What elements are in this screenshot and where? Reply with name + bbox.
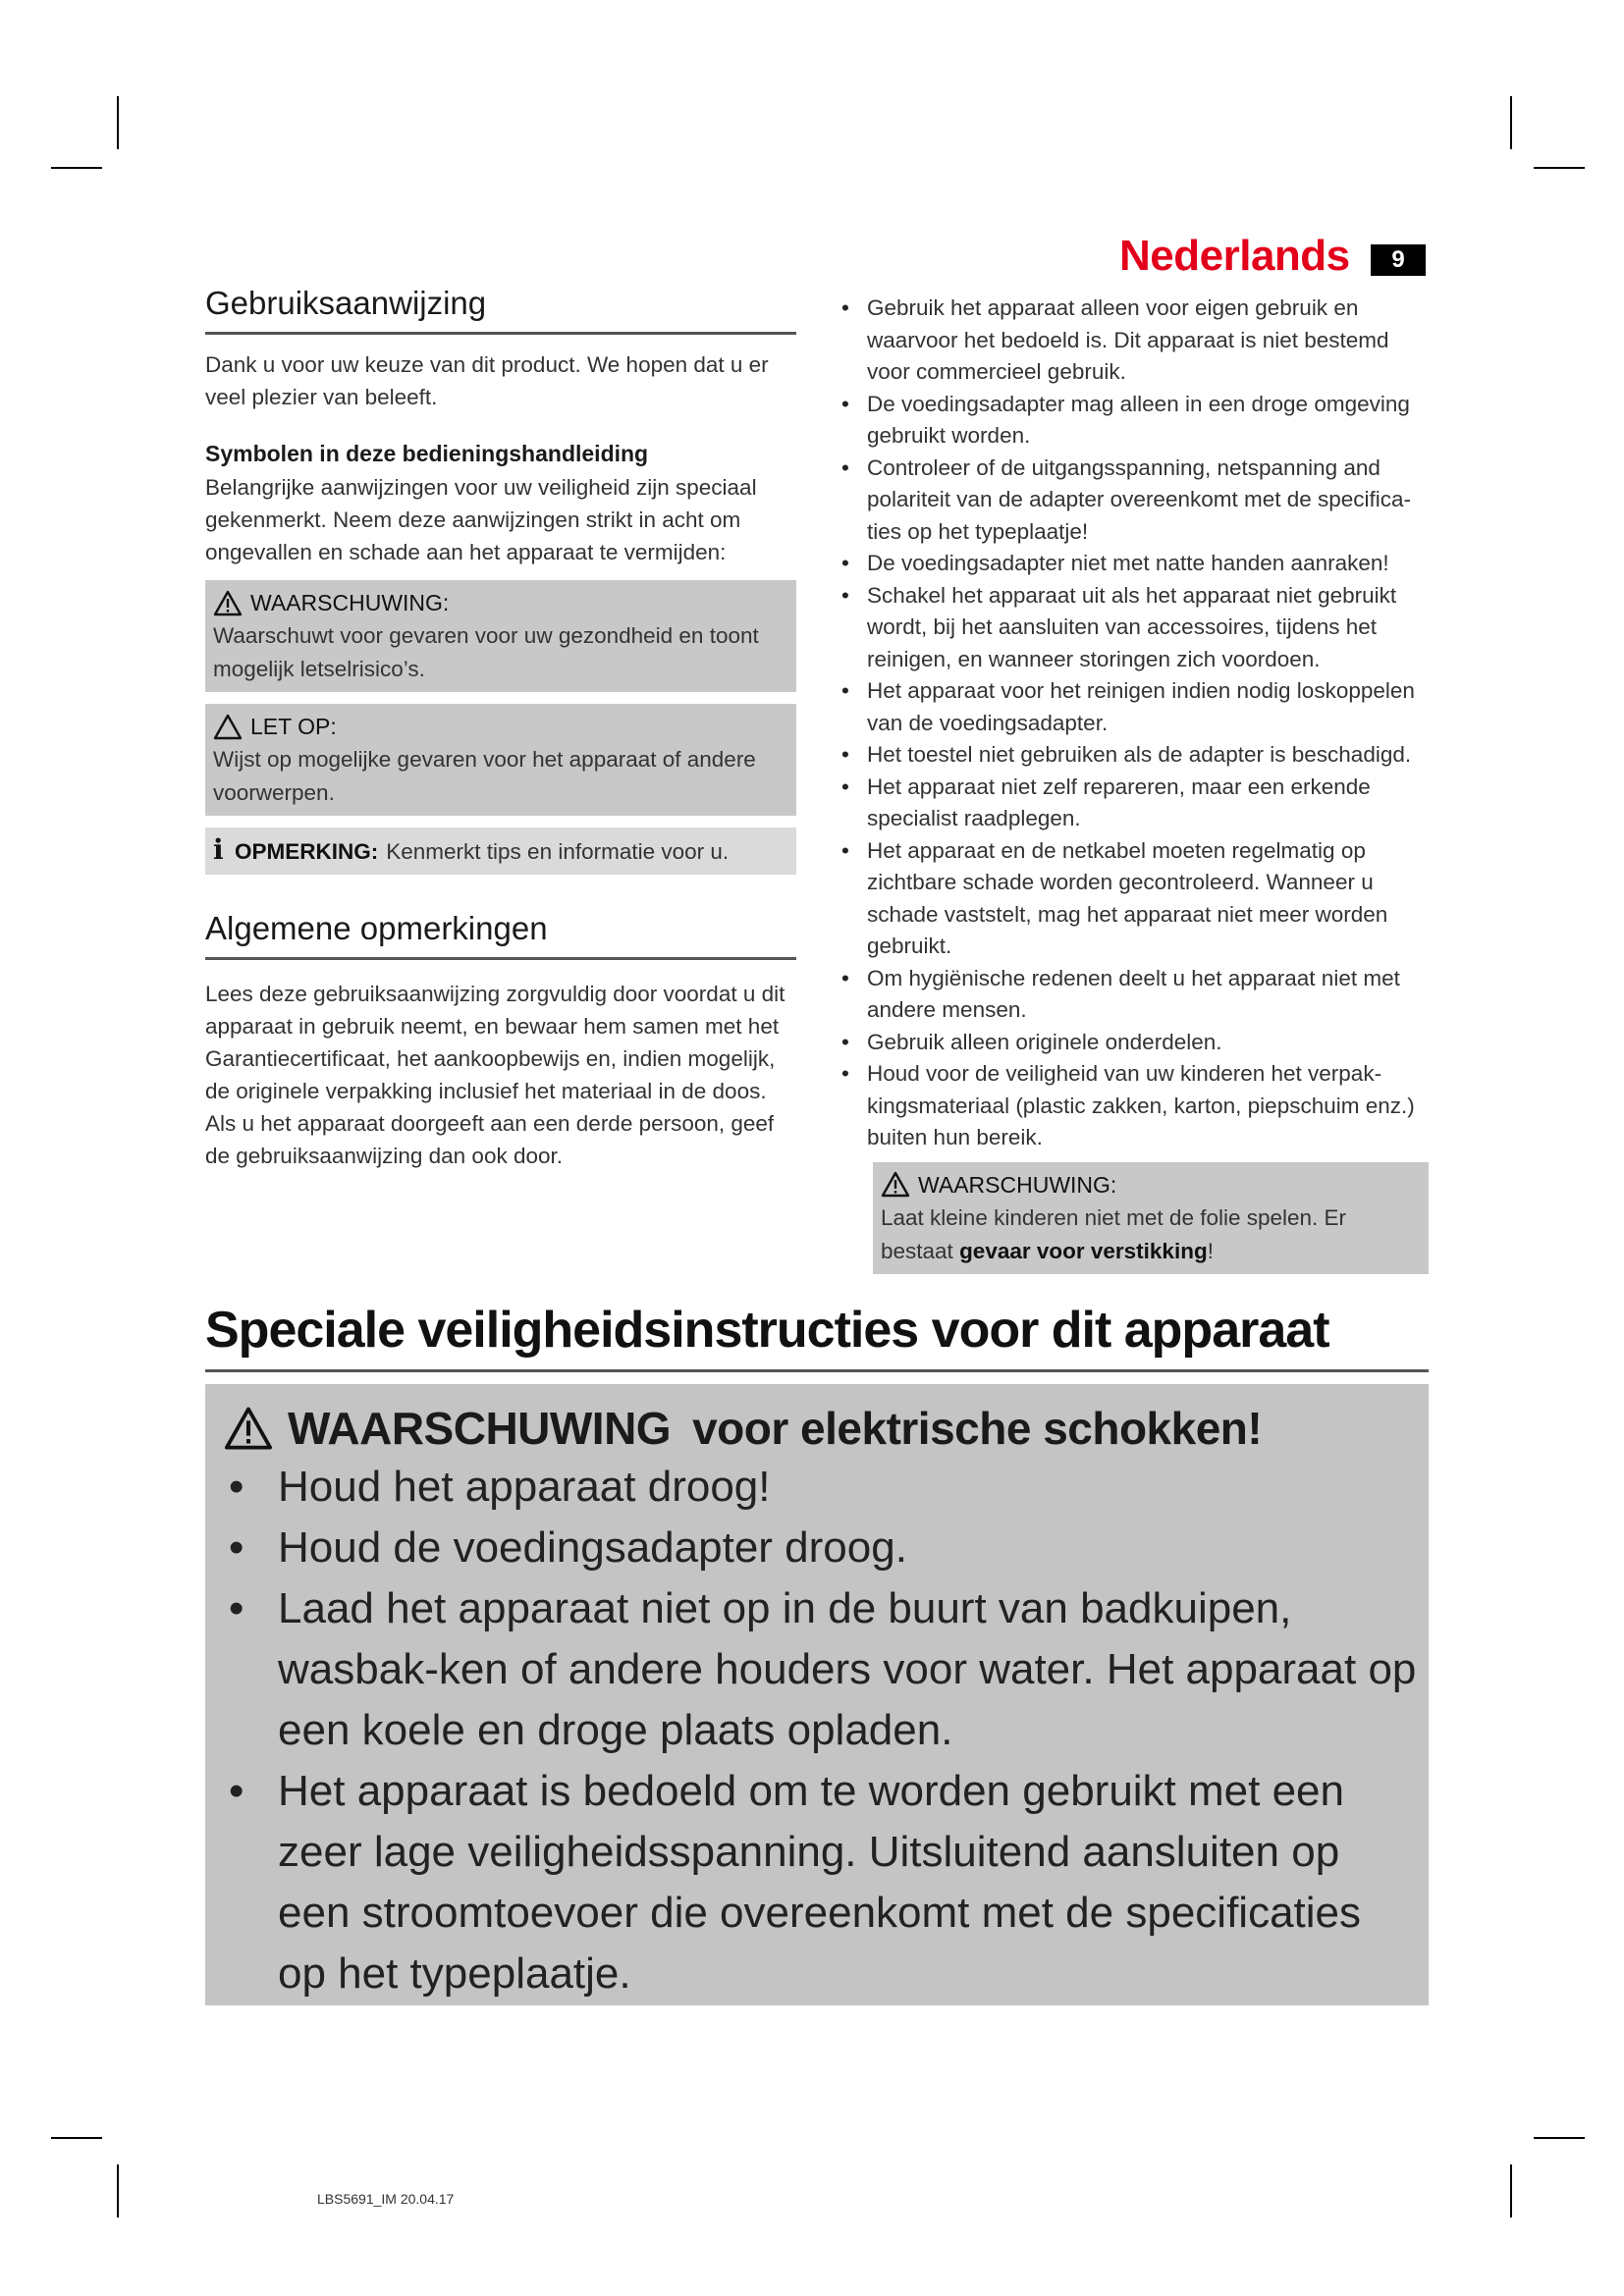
section-title-algemene-opmerkingen: Algemene opmerkingen [205, 910, 796, 960]
crop-mark [1534, 167, 1585, 169]
crop-mark [51, 2137, 102, 2139]
crop-mark [117, 2164, 119, 2217]
caution-title: LET OP: [250, 714, 337, 739]
crop-mark [51, 167, 102, 169]
safety-list [830, 293, 1429, 1154]
list-item: • Houd de voedingsadapter droog. [229, 1523, 907, 1572]
list-item: • Het apparaat is bedoeld om te worden gebruikt met een zeer lage veiligheidsspanning. Uitsluitend aansluiten op een stroomtoevoer die overeenkomt met de specificaties op het typeplaatje. [229, 1767, 1362, 1998]
list-item: • Om hygiënische redenen deelt u het apparaat niet met andere mensen. [841, 965, 1400, 1022]
left-column [205, 285, 796, 1172]
symbols-heading: Symbolen in deze bedieningshandleiding [205, 441, 649, 466]
note-box [205, 828, 796, 875]
section-title-gebruiksaanwijzing: Gebruiksaanwijzing [205, 285, 796, 335]
caution-box [205, 704, 796, 816]
caution-text: Wijst op mogelijke gevaren voor het apparaat of andere voorwerpen. [213, 747, 756, 805]
crop-mark [117, 96, 119, 149]
list-item: • Gebruik het apparaat alleen voor eigen gebruik en waarvoor het bedoeld is. Dit apparaat is niet bestemd voor commercieel gebruik. [841, 295, 1389, 384]
list-item: • Houd het apparaat droog! [229, 1463, 771, 1511]
list-item: • Het apparaat en de netkabel moeten regelmatig op zichtbare schade worden gecontroleerd. Wanneer u schade vaststelt, mag het apparaat niet meer worden gebruikt. [841, 837, 1388, 958]
note-text: Kenmerkt tips en informatie voor u. [386, 839, 730, 864]
intro-text: Dank u voor uw keuze van dit product. We hopen dat u er veel plezier van beleeft. [205, 352, 769, 409]
info-icon: i [213, 833, 224, 866]
warning-triangle-icon [223, 1406, 274, 1451]
list-item: • Schakel het apparaat uit als het apparaat niet gebruikt wordt, bij het aansluiten van accessoires, tijdens het reinigen, en wanneer storingen zich voordoen. [841, 582, 1397, 671]
warning-triangle-icon [881, 1171, 910, 1198]
electric-shock-list [223, 1457, 1417, 2004]
warning-triangle-icon [213, 590, 243, 616]
list-item: • Het toestel niet gebruiken als de adapter is beschadigd. [841, 742, 1412, 767]
warning-word: WAARSCHUWING [288, 1403, 672, 1454]
list-item: • Gebruik alleen originele onderdelen. [841, 1029, 1222, 1054]
crop-mark [1510, 2164, 1512, 2217]
list-item: • Houd voor de veiligheid van uw kinderen het verpak-kingsmateriaal (plastic zakken, karton, piepschuim enz.) buiten hun bereik. [841, 1061, 1415, 1149]
crop-mark [1510, 96, 1512, 149]
crop-mark [1534, 2137, 1585, 2139]
warning-text: Waarschuwt voor gevaren voor uw gezondheid en toont mogelijk letselrisico’s. [213, 623, 759, 681]
page-number: 9 [1371, 244, 1426, 276]
warning-box [205, 580, 796, 692]
electric-shock-warning-box [205, 1384, 1429, 2005]
right-column [830, 293, 1429, 1274]
document-code: LBS5691_IM 20.04.17 [317, 2191, 455, 2207]
language-heading: Nederlands [1119, 232, 1350, 280]
warning-title: WAARSCHUWING: [918, 1171, 1117, 1198]
list-item: • Het apparaat niet zelf repareren, maar een erkende specialist raadplegen. [841, 774, 1371, 830]
caution-triangle-icon [213, 714, 243, 740]
list-item: • Controleer of de uitgangsspanning, netspanning and polariteit van de adapter overeenkomt met de specifica-ties op het typeplaatje! [841, 454, 1412, 544]
warning-text: Laat kleine kinderen niet met de folie spelen. Er bestaat gevaar voor verstikking! [881, 1204, 1347, 1263]
suffocation-warning-box [873, 1162, 1429, 1274]
list-item: • Laad het apparaat niet op in de buurt van badkuipen, wasbak-ken of andere houders voor water. Het apparaat op een koele en droge plaats opladen. [229, 1584, 1417, 1754]
list-item: • Het apparaat voor het reinigen indien nodig loskoppelen van de voedingsadapter. [841, 678, 1415, 735]
symbols-text: Belangrijke aanwijzingen voor uw veiligheid zijn speciaal gekenmerkt. Neem deze aanwijzingen strikt in acht om ongevallen en schade aan het apparaat te vermijden: [205, 475, 757, 564]
special-safety-title: Speciale veiligheidsinstructies voor dit apparaat [205, 1301, 1429, 1372]
general-text: Lees deze gebruiksaanwijzing zorgvuldig door voordat u dit apparaat in gebruik neemt, en bewaar hem samen met het Garantiecertificaat, het aankoopbewijs en, indien mogelijk, de originele verpakking inclusief het materiaal in de doos. Als u het apparaat doorgeeft aan een derde persoon, geef de gebruiksaanwijzing dan ook door. [205, 982, 785, 1168]
warning-rest: voor elektrische schokken! [692, 1403, 1263, 1454]
list-item: • De voedingsadapter mag alleen in een droge omgeving gebruikt worden. [841, 391, 1410, 448]
warning-title: WAARSCHUWING: [250, 590, 450, 615]
list-item: • De voedingsadapter niet met natte handen aanraken! [841, 551, 1389, 575]
note-title: OPMERKING: [235, 839, 379, 864]
